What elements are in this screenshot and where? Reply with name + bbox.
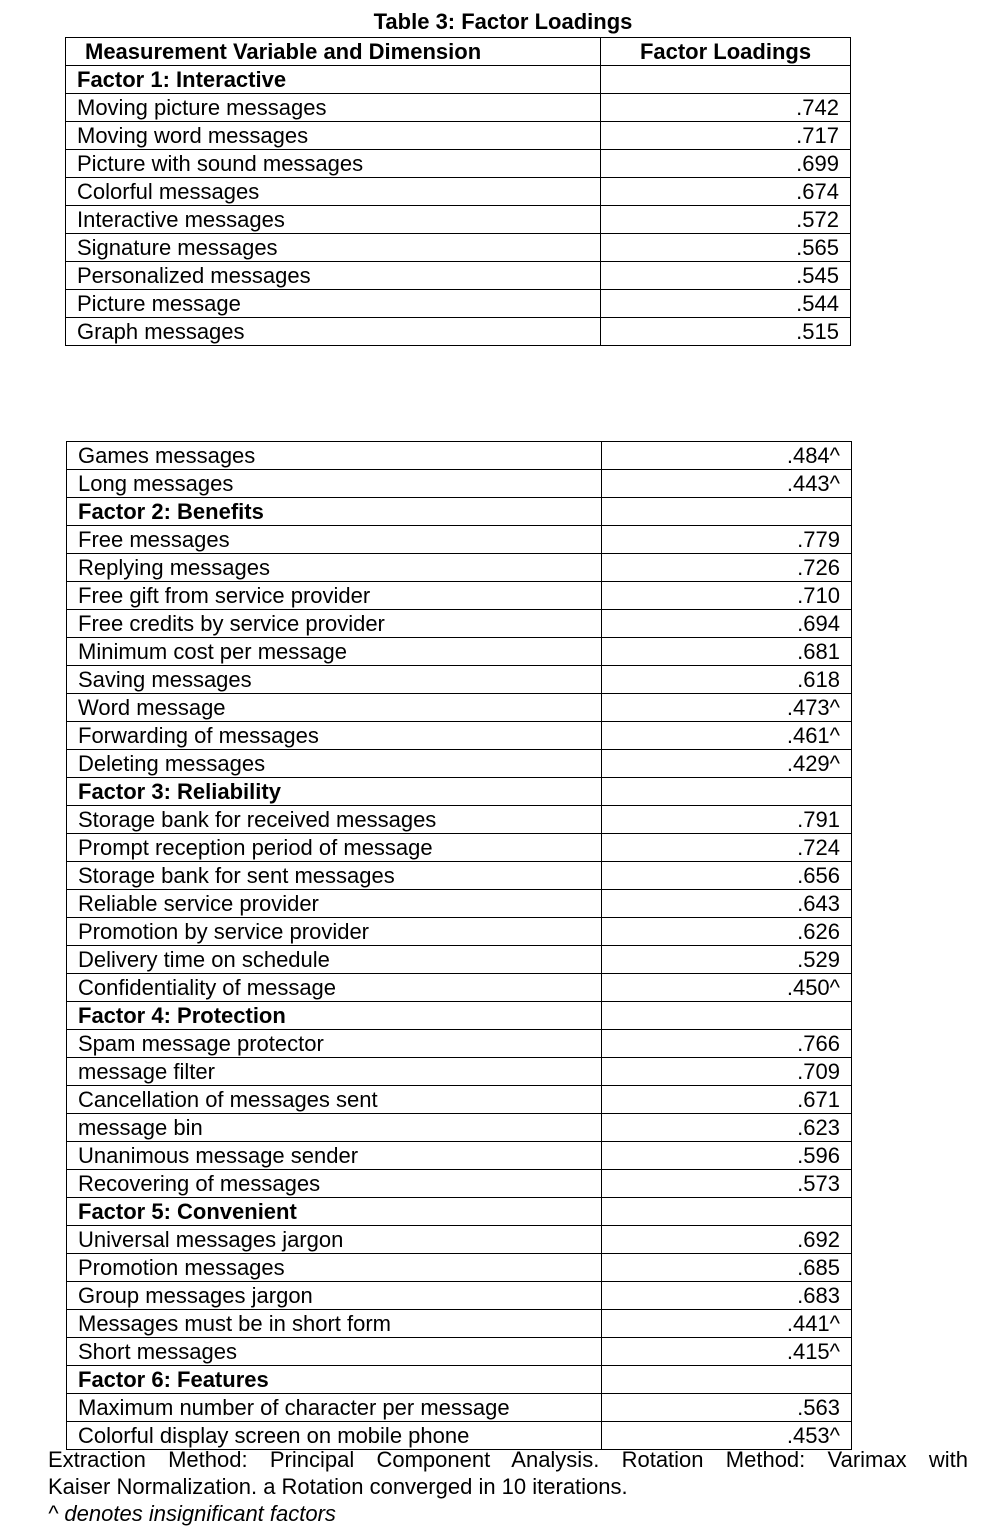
table-row: [66, 206, 851, 234]
variable-label: Moving picture messages: [66, 94, 601, 122]
loading-value: .573: [602, 1170, 852, 1198]
header-factor-loadings: Factor Loadings: [601, 38, 851, 66]
factor-heading-label: Factor 4: Protection: [67, 1002, 602, 1030]
variable-label: Minimum cost per message: [67, 638, 602, 666]
loading-value: .683: [602, 1282, 852, 1310]
loading-value: .742: [601, 94, 851, 122]
table-row: [67, 470, 852, 498]
table-row: [67, 806, 852, 834]
loading-value: .724: [602, 834, 852, 862]
loading-value: .709: [602, 1058, 852, 1086]
footnote-extraction-method: Extraction Method: Principal Component Analysis. Rotation Method: Varimax with: [48, 1447, 968, 1472]
variable-label: Personalized messages: [66, 262, 601, 290]
loading-value: .544: [601, 290, 851, 318]
table-row: [66, 318, 851, 346]
loading-value: .565: [601, 234, 851, 262]
table-row: [66, 150, 851, 178]
footnote-rotation-convergence: Kaiser Normalization. a Rotation converged in 10 iterations.: [48, 1474, 628, 1499]
loading-value: .643: [602, 890, 852, 918]
loading-value: .563: [602, 1394, 852, 1422]
variable-label: Group messages jargon: [67, 1282, 602, 1310]
variable-label: Recovering of messages: [67, 1170, 602, 1198]
variable-label: Colorful display screen on mobile phone: [67, 1422, 602, 1450]
variable-label: Graph messages: [66, 318, 601, 346]
loading-value: [602, 1198, 852, 1226]
variable-label: Free messages: [67, 526, 602, 554]
loading-value: .461^: [602, 722, 852, 750]
variable-label: Maximum number of character per message: [67, 1394, 602, 1422]
table-row: [67, 1058, 852, 1086]
table-row: [67, 974, 852, 1002]
table-row: [67, 862, 852, 890]
loading-value: .453^: [602, 1422, 852, 1450]
table-row: [66, 234, 851, 262]
table-header-row: [66, 38, 851, 66]
loading-value: .656: [602, 862, 852, 890]
variable-label: Interactive messages: [66, 206, 601, 234]
table-row: [67, 750, 852, 778]
loading-value: .484^: [602, 442, 852, 470]
factor-heading-label: Factor 3: Reliability: [67, 778, 602, 806]
table-row: [67, 1282, 852, 1310]
factor-heading-row: [67, 778, 852, 806]
variable-label: Long messages: [67, 470, 602, 498]
loading-value: .415^: [602, 1338, 852, 1366]
factor-heading-label: Factor 5: Convenient: [67, 1198, 602, 1226]
loading-value: .529: [602, 946, 852, 974]
variable-label: Universal messages jargon: [67, 1226, 602, 1254]
variable-label: Storage bank for sent messages: [67, 862, 602, 890]
loading-value: [602, 778, 852, 806]
variable-label: Confidentiality of message: [67, 974, 602, 1002]
factor-loadings-table-part-1: [65, 37, 851, 346]
loading-value: .441^: [602, 1310, 852, 1338]
variable-label: Reliable service provider: [67, 890, 602, 918]
table-row: [67, 694, 852, 722]
loading-value: .618: [602, 666, 852, 694]
variable-label: Word message: [67, 694, 602, 722]
variable-label: Forwarding of messages: [67, 722, 602, 750]
loading-value: .623: [602, 1114, 852, 1142]
variable-label: Promotion messages: [67, 1254, 602, 1282]
table-row: [67, 1226, 852, 1254]
table-row: [67, 1086, 852, 1114]
loading-value: .450^: [602, 974, 852, 1002]
table-footnote: [48, 1446, 968, 1527]
table-row: [66, 178, 851, 206]
loading-value: .710: [602, 582, 852, 610]
factor-loadings-table-part-2: [66, 441, 852, 1450]
variable-label: message filter: [67, 1058, 602, 1086]
table-row: [67, 1030, 852, 1058]
variable-label: Saving messages: [67, 666, 602, 694]
variable-label: Picture message: [66, 290, 601, 318]
factor-heading-row: [67, 1366, 852, 1394]
loading-value: .699: [601, 150, 851, 178]
table-row: [67, 722, 852, 750]
table-row: [67, 1170, 852, 1198]
loading-value: .596: [602, 1142, 852, 1170]
table-row: [67, 638, 852, 666]
loading-value: .694: [602, 610, 852, 638]
table-row: [67, 582, 852, 610]
table-row: [66, 262, 851, 290]
variable-label: Cancellation of messages sent: [67, 1086, 602, 1114]
factor-heading-row: [67, 498, 852, 526]
loading-value: .726: [602, 554, 852, 582]
loading-value: .626: [602, 918, 852, 946]
variable-label: Moving word messages: [66, 122, 601, 150]
variable-label: Messages must be in short form: [67, 1310, 602, 1338]
variable-label: Signature messages: [66, 234, 601, 262]
loading-value: .766: [602, 1030, 852, 1058]
loading-value: [602, 1002, 852, 1030]
table-row: [67, 1338, 852, 1366]
table-row: [67, 526, 852, 554]
footnote-insignificant-legend: ^ denotes insignificant factors: [48, 1501, 336, 1526]
table-row: [67, 666, 852, 694]
loading-value: .545: [601, 262, 851, 290]
loading-value: [602, 1366, 852, 1394]
loading-value: .473^: [602, 694, 852, 722]
table-row: [67, 1142, 852, 1170]
loading-value: .572: [601, 206, 851, 234]
loading-value: .685: [602, 1254, 852, 1282]
table-title: Table 3: Factor Loadings: [373, 9, 633, 34]
factor-heading-label: Factor 2: Benefits: [67, 498, 602, 526]
variable-label: Delivery time on schedule: [67, 946, 602, 974]
table-row: [67, 1310, 852, 1338]
table-row: [67, 610, 852, 638]
loading-value: .717: [601, 122, 851, 150]
table-row: [67, 918, 852, 946]
table-row: [66, 290, 851, 318]
loading-value: .692: [602, 1226, 852, 1254]
variable-label: Games messages: [67, 442, 602, 470]
table-row: [67, 834, 852, 862]
loading-value: [601, 66, 851, 94]
table-row: [67, 946, 852, 974]
table-row: [67, 554, 852, 582]
variable-label: Deleting messages: [67, 750, 602, 778]
loading-value: .671: [602, 1086, 852, 1114]
variable-label: Colorful messages: [66, 178, 601, 206]
variable-label: Free gift from service provider: [67, 582, 602, 610]
variable-label: Unanimous message sender: [67, 1142, 602, 1170]
factor-heading-label: Factor 1: Interactive: [66, 66, 601, 94]
variable-label: Free credits by service provider: [67, 610, 602, 638]
table-row: [67, 890, 852, 918]
variable-label: Picture with sound messages: [66, 150, 601, 178]
factor-heading-label: Factor 6: Features: [67, 1366, 602, 1394]
factor-heading-row: [66, 66, 851, 94]
factor-heading-row: [67, 1002, 852, 1030]
variable-label: Short messages: [67, 1338, 602, 1366]
variable-label: Spam message protector: [67, 1030, 602, 1058]
loading-value: .515: [601, 318, 851, 346]
variable-label: message bin: [67, 1114, 602, 1142]
table-row: [67, 1114, 852, 1142]
loading-value: .429^: [602, 750, 852, 778]
variable-label: Promotion by service provider: [67, 918, 602, 946]
variable-label: Replying messages: [67, 554, 602, 582]
loading-value: .681: [602, 638, 852, 666]
header-measurement-variable: Measurement Variable and Dimension: [66, 38, 601, 66]
variable-label: Prompt reception period of message: [67, 834, 602, 862]
variable-label: Storage bank for received messages: [67, 806, 602, 834]
loading-value: .791: [602, 806, 852, 834]
factor-heading-row: [67, 1198, 852, 1226]
table-row: [67, 442, 852, 470]
loading-value: .779: [602, 526, 852, 554]
loading-value: [602, 498, 852, 526]
loading-value: .674: [601, 178, 851, 206]
loading-value: .443^: [602, 470, 852, 498]
table-row: [67, 1394, 852, 1422]
table-row: [67, 1254, 852, 1282]
table-row: [66, 94, 851, 122]
table-row: [66, 122, 851, 150]
